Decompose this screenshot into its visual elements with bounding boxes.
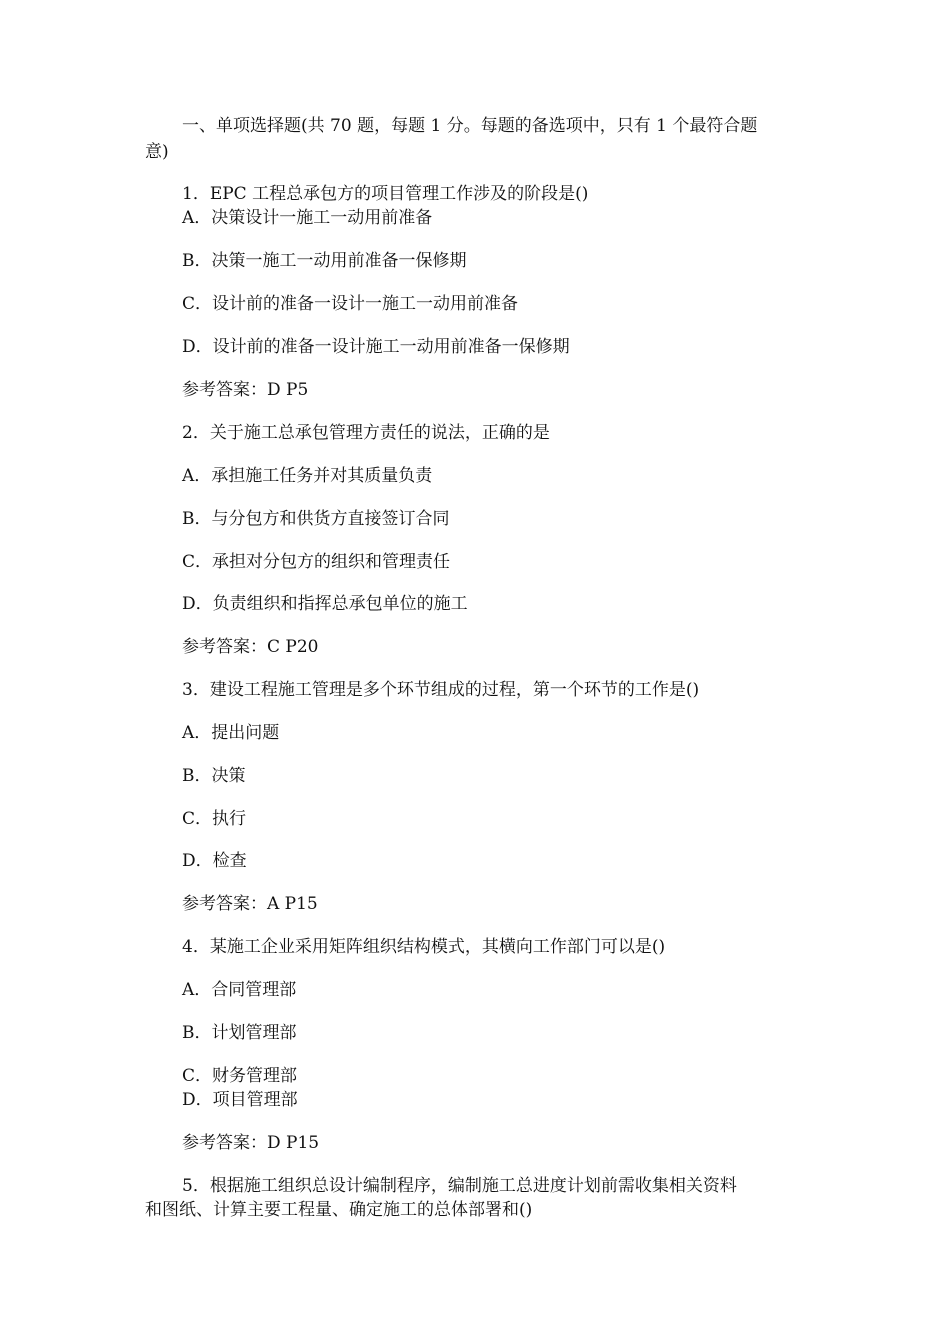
question-4-option-c: C．财务管理部 <box>182 1066 298 1086</box>
question-1-option-c: C．设计前的准备一设计一施工一动用前准备 <box>182 294 519 314</box>
question-2-option-b: B．与分包方和供货方直接签订合同 <box>182 509 450 529</box>
question-4-answer: 参考答案：D P15 <box>182 1133 320 1153</box>
question-4-stem: 4．某施工企业采用矩阵组织结构模式，其横向工作部门可以是() <box>182 937 666 957</box>
question-2-stem: 2．关于施工总承包管理方责任的说法，正确的是 <box>182 423 550 443</box>
question-3-option-b: B．决策 <box>182 766 246 786</box>
question-2-answer: 参考答案：C P20 <box>182 637 319 657</box>
question-3-stem: 3．建设工程施工管理是多个环节组成的过程，第一个环节的工作是() <box>182 680 700 700</box>
section-heading-line-1: 一、单项选择题(共 70 题，每题 1 分。每题的备选项中，只有 1 个最符合题 <box>182 116 758 136</box>
section-heading-line-2: 意) <box>145 142 169 162</box>
question-1-answer: 参考答案：D P5 <box>182 380 309 400</box>
question-2-option-d: D．负责组织和指挥总承包单位的施工 <box>182 594 468 614</box>
question-3-answer: 参考答案：A P15 <box>182 894 318 914</box>
question-5-stem-line-2: 和图纸、计算主要工程量、确定施工的总体部署和() <box>145 1200 533 1220</box>
question-1-option-d: D．设计前的准备一设计施工一动用前准备一保修期 <box>182 337 570 357</box>
question-4-option-a: A．合同管理部 <box>182 980 297 1000</box>
question-3-option-d: D．检查 <box>182 851 247 871</box>
question-5-stem-line-1: 5．根据施工组织总设计编制程序，编制施工总进度计划前需收集相关资料 <box>182 1176 737 1196</box>
question-4-option-d: D．项目管理部 <box>182 1090 298 1110</box>
question-1-stem: 1．EPC 工程总承包方的项目管理工作涉及的阶段是() <box>182 184 589 204</box>
question-1-option-a: A．决策设计一施工一动用前准备 <box>182 208 433 228</box>
question-1-option-b: B．决策一施工一动用前准备一保修期 <box>182 251 467 271</box>
question-3-option-a: A．提出问题 <box>182 723 280 743</box>
question-2-option-a: A．承担施工任务并对其质量负责 <box>182 466 433 486</box>
question-4-option-b: B．计划管理部 <box>182 1023 297 1043</box>
question-2-option-c: C．承担对分包方的组织和管理责任 <box>182 552 451 572</box>
question-3-option-c: C．执行 <box>182 809 247 829</box>
